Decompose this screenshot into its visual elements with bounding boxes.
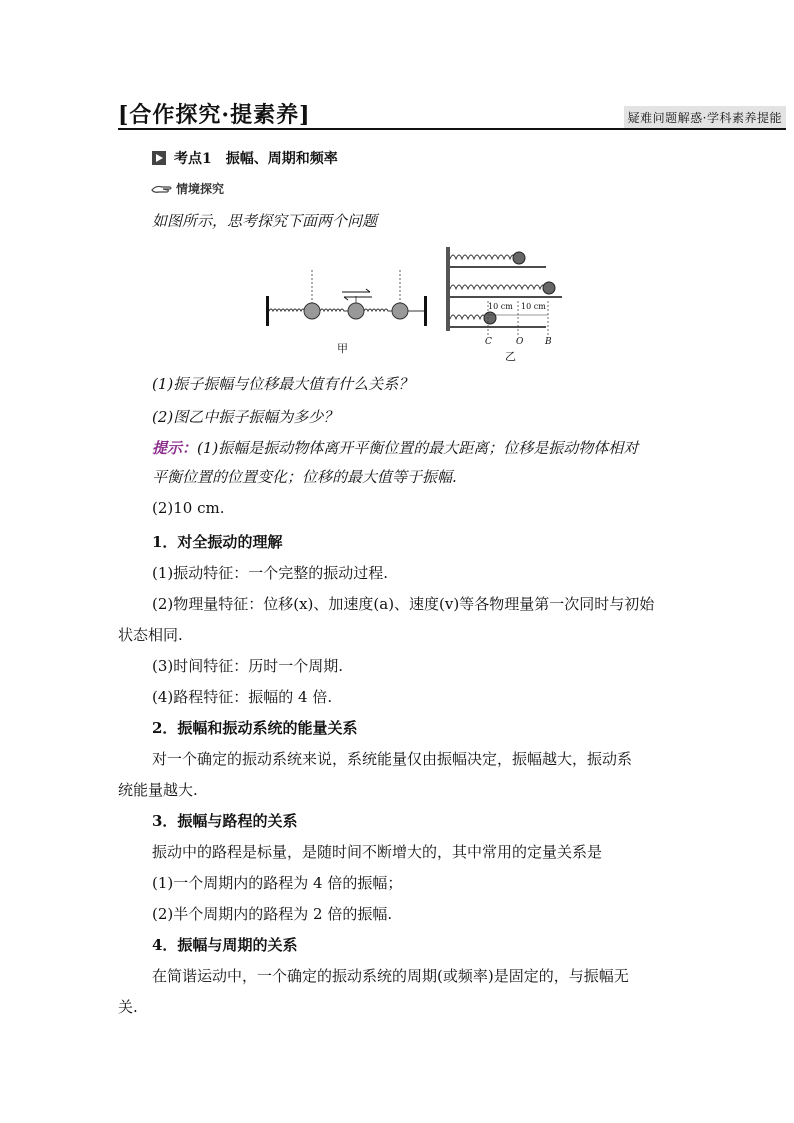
body-line: 在简谐运动中，一个确定的振动系统的周期(或频率)是固定的，与振幅无 <box>152 967 629 985</box>
question-1: (1)振子振幅与位移最大值有什么关系？ <box>152 375 414 393</box>
section-heading <box>152 148 338 168</box>
header-tag: 疑难问题解惑·学科素养提能 <box>624 106 786 129</box>
body-line: (1)一个周期内的路程为 4 倍的振幅； <box>152 874 403 892</box>
body-line: 关. <box>118 998 138 1016</box>
body-line: (3)时间特征：历时一个周期. <box>152 657 344 675</box>
page-header <box>118 96 786 130</box>
body-line: 振动中的路程是标量，是随时间不断增大的，其中常用的定量关系是 <box>152 843 603 861</box>
body-heading-4: 4．振幅与周期的关系 <box>152 936 298 954</box>
body-line: 对一个确定的振动系统来说，系统能量仅由振幅决定，振幅越大，振动系 <box>152 750 633 768</box>
dist-label-1: 10 cm <box>488 302 513 311</box>
body-line: (1)振动特征：一个完整的振动过程. <box>152 564 389 582</box>
figure-spring-horizontal <box>262 262 432 352</box>
header-rule <box>118 128 786 130</box>
explore-label <box>150 180 224 197</box>
hint-line-2: 平衡位置的位置变化；位移的最大值等于振幅. <box>152 468 457 486</box>
intro-text: 如图所示，思考探究下面两个问题 <box>152 212 378 230</box>
body-line: (2)半个周期内的路程为 2 倍的振幅. <box>152 905 393 923</box>
body-heading-1: 1．对全振动的理解 <box>152 533 283 551</box>
explore-text: 情境探究 <box>176 182 225 196</box>
question-2: (2)图乙中振子振幅为多少？ <box>152 408 339 426</box>
dist-label-2: 10 cm <box>521 302 546 311</box>
play-icon <box>152 151 166 165</box>
caption-right: 乙 <box>505 350 516 363</box>
hand-pointer-icon <box>150 182 174 196</box>
figure-spring-wall <box>444 245 568 345</box>
point-b: B <box>545 337 552 347</box>
hint-text-1: (1)振幅是振动物体离开平衡位置的最大距离；位移是振动物体相对 <box>197 439 639 457</box>
hint-label: 提示： <box>152 439 198 457</box>
header-title: [合作探究·提素养] <box>118 102 311 128</box>
point-c: C <box>485 337 492 347</box>
body-heading-2: 2．振幅和振动系统的能量关系 <box>152 719 358 737</box>
section-number: 考点1 <box>174 151 212 167</box>
body-heading-3: 3．振幅与路程的关系 <box>152 812 298 830</box>
caption-left: 甲 <box>337 342 348 355</box>
body-line: (4)路程特征：振幅的 4 倍. <box>152 688 333 706</box>
hint-line-1 <box>152 437 638 458</box>
body-line: 统能量越大. <box>118 781 198 799</box>
body-line: (2)物理量特征：位移(x)、加速度(a)、速度(v)等各物理量第一次同时与初始 <box>152 595 655 613</box>
point-o: O <box>516 337 524 347</box>
section-title: 振幅、周期和频率 <box>225 151 338 167</box>
hint-line-3: (2)10 cm. <box>152 499 225 517</box>
body-line: 状态相同. <box>118 626 183 644</box>
